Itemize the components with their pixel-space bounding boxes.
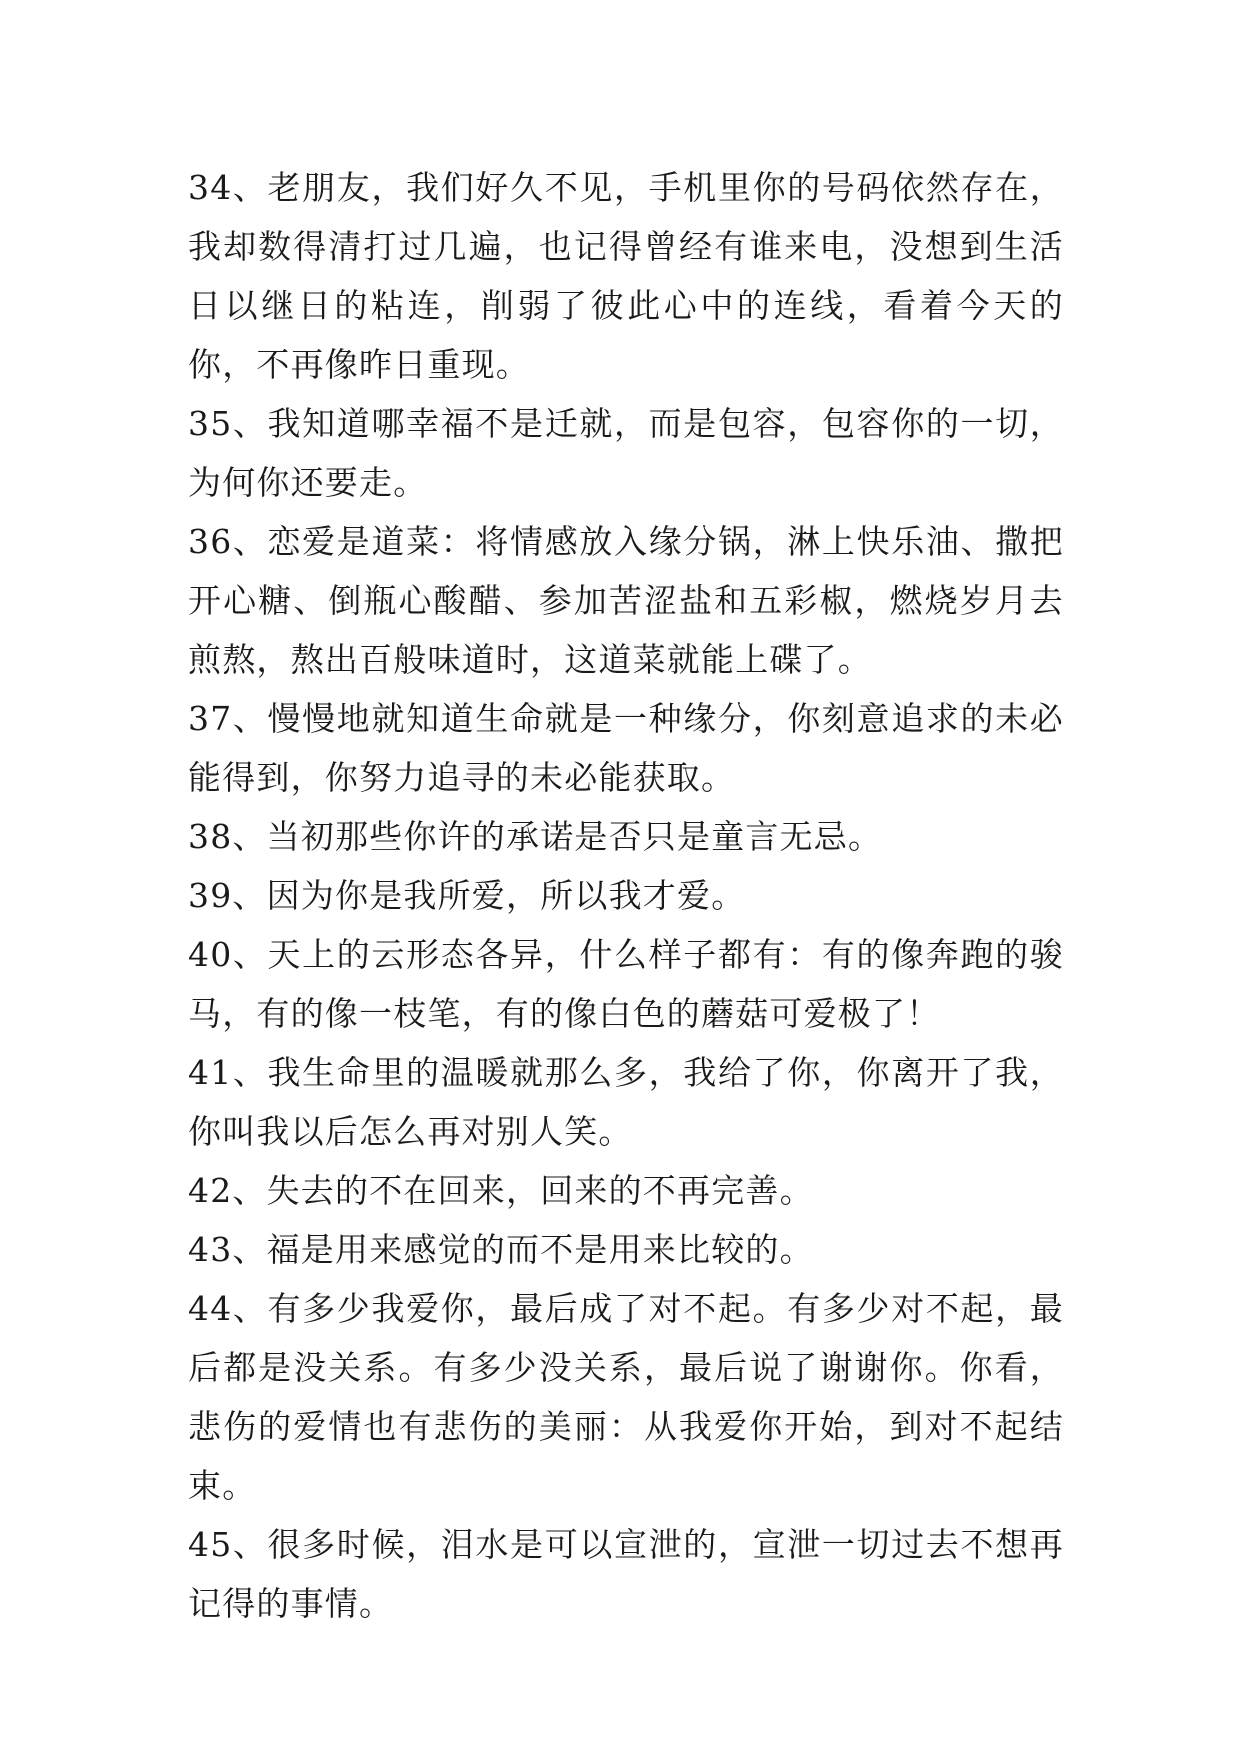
document-body (188, 158, 1064, 1633)
entry-37: 37、慢慢地就知道生命就是一种缘分，你刻意追求的未必能得到，你努力追寻的未必能获取。 (188, 699, 1064, 797)
entry-34: 34、老朋友，我们好久不见，手机里你的号码依然存在，我却数得清打过几遍，也记得曾经有谁来电，没想到生活日以继日的粘连，削弱了彼此心中的连线，看着今天的你，不再像昨日重现。 (188, 168, 1064, 384)
entry-38: 38、当初那些你许的承诺是否只是童言无忌。 (188, 817, 883, 856)
entry-39: 39、因为你是我所爱，所以我才爱。 (188, 876, 746, 915)
entry-40: 40、天上的云形态各异，什么样子都有：有的像奔跑的骏马，有的像一枝笔，有的像白色的蘑菇可爱极了！ (188, 935, 1064, 1033)
entry-43: 43、福是用来感觉的而不是用来比较的。 (188, 1230, 814, 1269)
entry-36: 36、恋爱是道菜：将情感放入缘分锅，淋上快乐油、撒把开心糖、倒瓶心酸醋、参加苦涩盐和五彩椒，燃烧岁月去煎熬，熬出百般味道时，这道菜就能上碟了。 (188, 522, 1064, 679)
entry-44: 44、有多少我爱你，最后成了对不起。有多少对不起，最后都是没关系。有多少没关系，最后说了谢谢你。你看，悲伤的爱情也有悲伤的美丽：从我爱你开始，到对不起结束。 (188, 1289, 1064, 1505)
entry-35: 35、我知道哪幸福不是迁就，而是包容，包容你的一切，为何你还要走。 (188, 404, 1064, 502)
entry-45: 45、很多时候，泪水是可以宣泄的，宣泄一切过去不想再记得的事情。 (188, 1525, 1064, 1623)
entry-41: 41、我生命里的温暖就那么多，我给了你，你离开了我，你叫我以后怎么再对别人笑。 (188, 1053, 1064, 1151)
entry-42: 42、失去的不在回来，回来的不再完善。 (188, 1171, 814, 1210)
